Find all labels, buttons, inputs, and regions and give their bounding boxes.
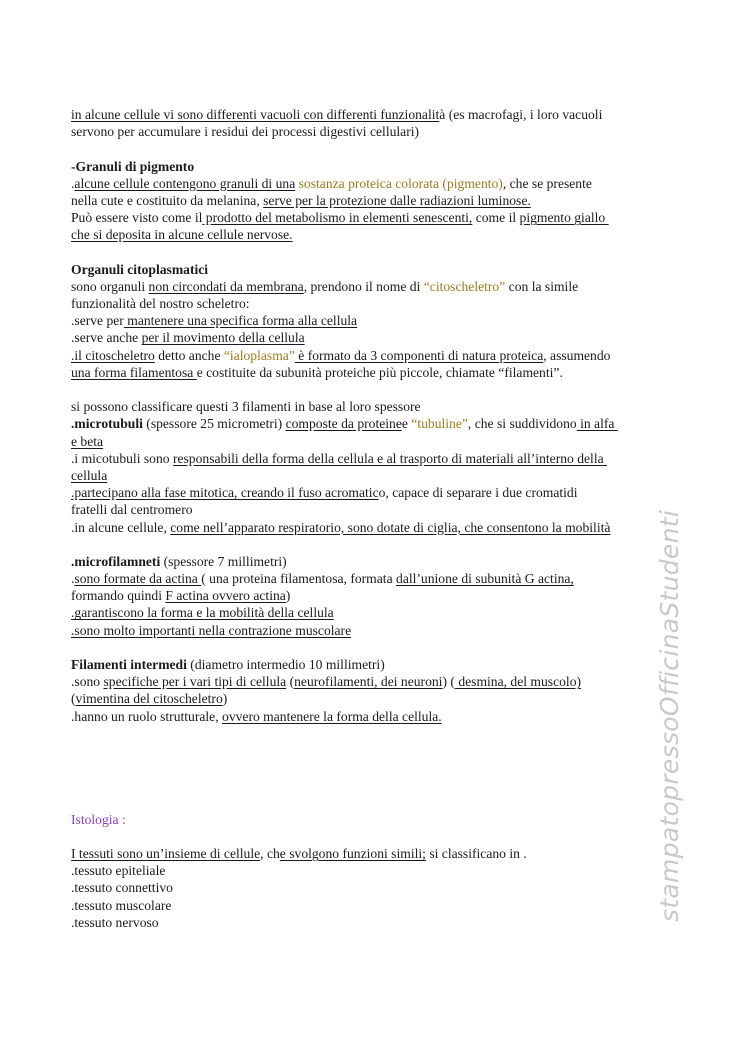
body-text: formando quindi bbox=[71, 588, 166, 604]
heading-text: Organuli citoplasmatici bbox=[71, 261, 209, 277]
body-text: ) ( bbox=[442, 674, 455, 690]
text-line bbox=[71, 690, 671, 707]
body-text: .tessuto epiteliale bbox=[71, 863, 166, 879]
highlighted-text: “citoscheletro” bbox=[423, 278, 506, 294]
blank-line bbox=[71, 725, 671, 742]
underlined-text: vimentina del citoscheletro bbox=[75, 691, 223, 707]
body-text: si possono classificare questi 3 filamenti in base al loro spessore bbox=[71, 399, 421, 415]
underlined-text: prodotto del metabolismo in elementi senescenti, bbox=[202, 210, 473, 226]
underlined-text: sono formate da actina bbox=[74, 571, 202, 587]
underlined-text: responsabili della forma della cellula e al trasporto di materiali all’interno della bbox=[172, 450, 608, 466]
body-text: .in alcune cellule, bbox=[71, 519, 171, 535]
body-text: à (es macrofagi, i loro vacuoli bbox=[439, 107, 603, 122]
heading-text: Filamenti intermedi bbox=[71, 657, 187, 672]
text-line bbox=[71, 656, 671, 673]
blank-line bbox=[71, 140, 671, 157]
blank-line bbox=[71, 536, 671, 553]
text-line bbox=[71, 914, 671, 931]
underlined-text: I tessuti sono un’insieme di cellule bbox=[71, 846, 261, 862]
text-line bbox=[71, 622, 671, 639]
blank-line bbox=[71, 759, 671, 776]
watermark: stampatopressoOfficinaStudenti bbox=[655, 509, 684, 922]
body-text: , prendono il nome di bbox=[303, 278, 424, 294]
underlined-text: ovvero mantenere la forma della cellula. bbox=[222, 708, 442, 724]
text-line bbox=[71, 519, 671, 536]
text-line bbox=[71, 570, 671, 587]
underlined-text: mantenere una specifica forma alla cellula bbox=[123, 313, 358, 329]
body-text: fratelli dal centromero bbox=[71, 502, 193, 518]
heading-text: -Granuli di pigmento bbox=[71, 158, 195, 174]
underlined-text: e beta bbox=[71, 433, 104, 449]
body-text: ( bbox=[71, 691, 76, 707]
text-line bbox=[71, 106, 671, 123]
text-line bbox=[71, 192, 671, 209]
text-line bbox=[71, 897, 671, 914]
body-text: .serve per bbox=[71, 313, 124, 329]
underlined-text: dall’unione di subunità G actina, bbox=[396, 571, 574, 587]
underlined-text: .garantiscono la forma e la mobilità della cellula bbox=[71, 605, 334, 621]
text-line bbox=[71, 158, 671, 175]
text-line bbox=[71, 708, 671, 725]
text-line bbox=[71, 673, 671, 690]
text-line bbox=[71, 587, 671, 604]
body-text: .serve anche bbox=[71, 330, 142, 346]
body-text: .tessuto muscolare bbox=[71, 897, 172, 913]
blank-line bbox=[71, 794, 671, 811]
text-line bbox=[71, 364, 671, 381]
underlined-text: è formato da 3 componenti di natura proteica bbox=[294, 347, 544, 363]
body-text: ( bbox=[286, 674, 295, 690]
body-text: nella cute e costituito da melanina, bbox=[71, 192, 264, 208]
highlighted-text: “tubuline” bbox=[411, 416, 468, 432]
underlined-text: per il movimento della cellula bbox=[141, 330, 305, 346]
text-line bbox=[71, 175, 671, 192]
body-text: ) bbox=[222, 691, 228, 707]
underlined-text: .il citoscheletro bbox=[71, 347, 155, 363]
body-text: .i micotubuli sono bbox=[71, 450, 173, 466]
underlined-text: composte da proteine bbox=[285, 416, 402, 432]
underlined-text: serve per la protezione dalle radiazioni luminose. bbox=[263, 192, 531, 208]
text-line bbox=[71, 278, 671, 295]
body-text: come il bbox=[472, 210, 520, 226]
text-line bbox=[71, 226, 671, 243]
underlined-text: come nell’apparato respiratorio, sono dotate di ciglia, che consentono la mobilità bbox=[170, 519, 611, 535]
body-text: si classificano in . bbox=[425, 846, 527, 862]
body-text: servono per accumulare i residui dei processi digestivi cellulari) bbox=[71, 124, 420, 140]
body-text: detto anche bbox=[154, 347, 224, 363]
underlined-text: .partecipano alla fase mitotica, creando il fuso acromatic bbox=[71, 485, 379, 501]
body-text: , che si suddividono bbox=[467, 416, 577, 432]
underlined-text: non circondati da membrana bbox=[148, 278, 304, 294]
body-text: , che se presente bbox=[502, 175, 592, 191]
blank-line bbox=[71, 639, 671, 656]
text-line bbox=[71, 484, 671, 501]
body-text: .sono bbox=[71, 674, 104, 690]
text-line bbox=[71, 604, 671, 621]
blank-line bbox=[71, 776, 671, 793]
text-line bbox=[71, 879, 671, 896]
underlined-text: una forma filamentosa bbox=[71, 364, 197, 380]
body-text: ) bbox=[285, 588, 291, 604]
body-text: (spessore 7 millimetri) bbox=[160, 553, 287, 569]
blank-line bbox=[71, 381, 671, 398]
body-text: . bbox=[71, 175, 75, 191]
body-text: (spessore 25 micrometri) bbox=[142, 416, 286, 432]
body-text: .tessuto nervoso bbox=[71, 914, 159, 930]
text-line bbox=[71, 501, 671, 518]
body-text: Può essere visto come il bbox=[71, 210, 203, 226]
underlined-text: specifiche per i vari tipi di cellula bbox=[103, 674, 287, 690]
underlined-text: e svolgono funzioni simili; bbox=[279, 846, 426, 862]
text-line bbox=[71, 209, 671, 226]
text-line bbox=[71, 415, 671, 432]
body-text: , assumendo bbox=[543, 347, 611, 363]
underlined-text: .sono molto importanti nella contrazione muscolare bbox=[71, 622, 352, 638]
body-text: .tessuto connettivo bbox=[71, 880, 173, 896]
heading-text: .microfilamneti bbox=[71, 553, 161, 569]
body-text: (diametro intermedio 10 millimetri) bbox=[186, 657, 385, 672]
text-line bbox=[71, 845, 671, 862]
text-line bbox=[71, 312, 671, 329]
text-line bbox=[71, 553, 671, 570]
underlined-text: cellula bbox=[71, 467, 108, 483]
underlined-text: in alcune cellule vi sono differenti vacuoli con differenti funzionalit bbox=[71, 107, 440, 122]
underlined-text: neurofilamenti, dei neuroni bbox=[294, 674, 443, 690]
body-text: sono organuli bbox=[71, 278, 149, 294]
text-line bbox=[71, 398, 671, 415]
body-text: .hanno un ruolo strutturale, bbox=[71, 708, 223, 724]
blank-line bbox=[71, 244, 671, 261]
text-line bbox=[71, 295, 671, 312]
body-text: , ch bbox=[260, 846, 280, 862]
underlined-text: in alfa bbox=[576, 416, 618, 432]
body-text: ( una proteina filamentosa, formata bbox=[201, 571, 397, 587]
heading-text: .microtubuli bbox=[71, 416, 143, 432]
body-text: funzionalità del nostro scheletro: bbox=[71, 296, 250, 312]
highlighted-text: sostanza proteica colorata (pigmento) bbox=[298, 175, 503, 191]
body-text: . bbox=[71, 571, 75, 587]
body-text: e bbox=[401, 416, 412, 432]
blank-line bbox=[71, 828, 671, 845]
text-line bbox=[71, 261, 671, 278]
text-line bbox=[71, 433, 671, 450]
underlined-text: alcune cellule contengono granuli di una bbox=[74, 175, 296, 191]
body-text: con la simile bbox=[505, 278, 579, 294]
blank-line bbox=[71, 742, 671, 759]
highlighted-text: “ialoplasma” bbox=[223, 347, 295, 363]
text-line bbox=[71, 347, 671, 364]
document-page bbox=[71, 106, 671, 931]
text-line bbox=[71, 811, 671, 828]
highlighted-text: Istologia : bbox=[71, 811, 126, 827]
text-line bbox=[71, 329, 671, 346]
underlined-text: F actina ovvero actina bbox=[165, 588, 286, 604]
text-line bbox=[71, 467, 671, 484]
body-text: o, capace di separare i due cromatidi bbox=[378, 485, 578, 501]
text-line bbox=[71, 123, 671, 140]
underlined-text: pigmento giallo bbox=[519, 210, 609, 226]
text-line bbox=[71, 862, 671, 879]
underlined-text: desmina, del muscolo) bbox=[454, 674, 582, 690]
body-text: e costituite da subunità proteiche più piccole, chiamate “filamenti”. bbox=[196, 364, 563, 380]
underlined-text: che si deposita in alcune cellule nervose. bbox=[71, 227, 293, 243]
text-line bbox=[71, 450, 671, 467]
